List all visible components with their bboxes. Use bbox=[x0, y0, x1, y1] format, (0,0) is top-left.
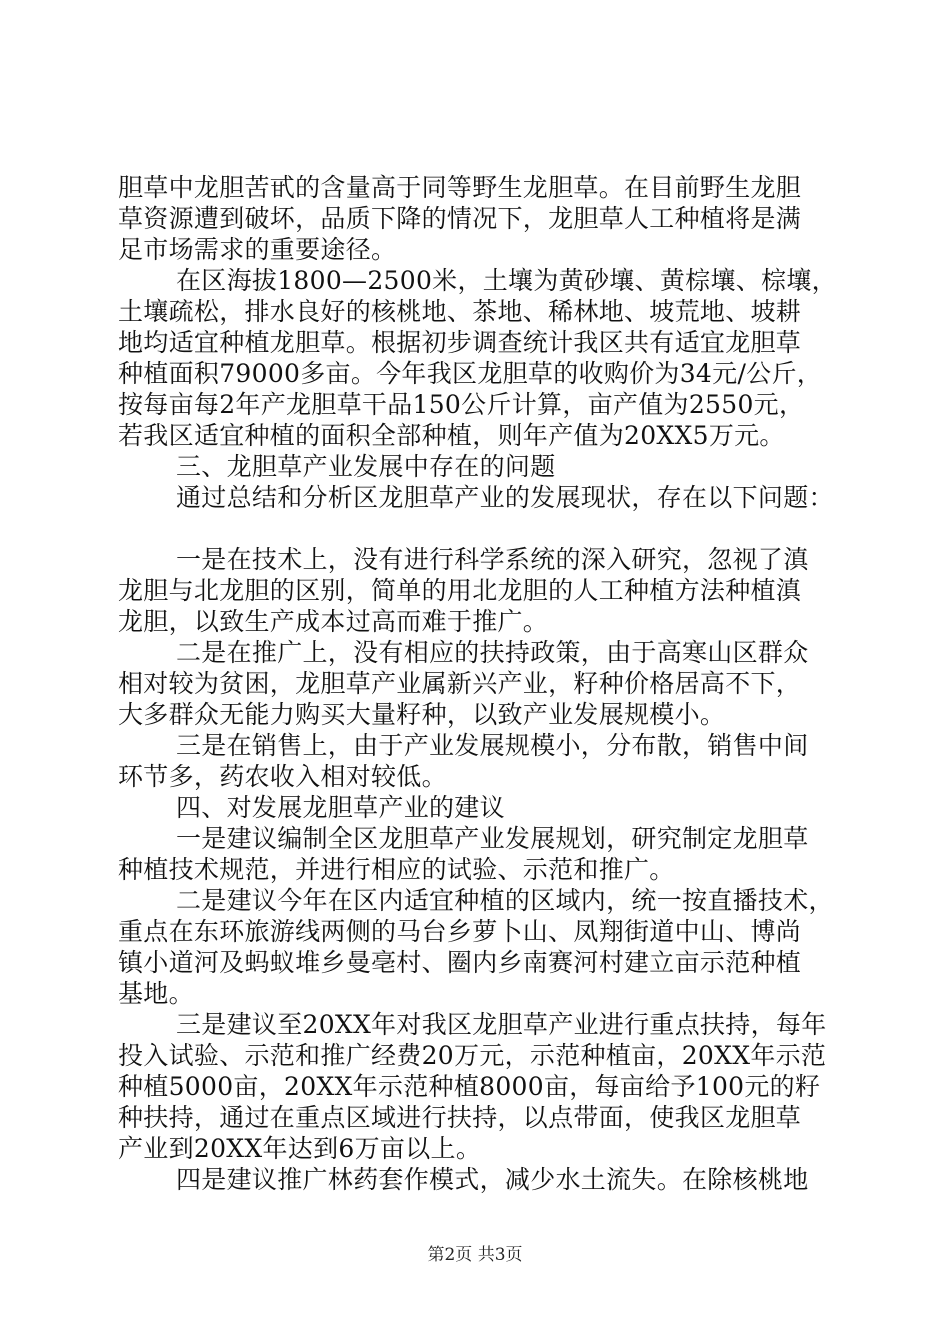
paragraph-start-line: 一是在技术上，没有进行科学系统的深入研究，忽视了滇 bbox=[176, 545, 809, 574]
text-line: 足市场需求的重要途径。 bbox=[118, 235, 397, 264]
paragraph-start-line: 一是建议编制全区龙胆草产业发展规划，研究制定龙胆草 bbox=[176, 824, 809, 853]
document-body bbox=[118, 172, 838, 1195]
text-line: 相对较为贫困，龙胆草产业属新兴产业，籽种价格居高不下， bbox=[118, 669, 802, 698]
paragraph-start-line: 通过总结和分析区龙胆草产业的发展现状，存在以下问题： bbox=[176, 483, 834, 512]
text-line: 环节多，药农收入相对较低。 bbox=[118, 762, 447, 791]
section-heading: 四、对发展龙胆草产业的建议 bbox=[176, 793, 505, 822]
text-line: 按每亩每2年产龙胆草干品150公斤计算，亩产值为2550元， bbox=[118, 390, 805, 419]
paragraph-start-line: 三是建议至20XX年对我区龙胆草产业进行重点扶持，每年 bbox=[176, 1010, 827, 1039]
text-line: 镇小道河及蚂蚁堆乡曼亳村、圈内乡南赛河村建立亩示范种植 bbox=[118, 948, 802, 977]
text-line: 土壤疏松，排水良好的核桃地、茶地、稀林地、坡荒地、坡耕 bbox=[118, 297, 802, 326]
paragraph-start-line: 三是在销售上，由于产业发展规模小，分布散，销售中间 bbox=[176, 731, 809, 760]
text-line: 草资源遭到破坏，品质下降的情况下，龙胆草人工种植将是满 bbox=[118, 204, 802, 233]
text-line: 若我区适宜种植的面积全部种植，则年产值为20XX5万元。 bbox=[118, 421, 785, 450]
text-line: 重点在东环旅游线两侧的马台乡萝卜山、凤翔街道中山、博尚 bbox=[118, 917, 802, 946]
paragraph-start-line: 二是在推广上，没有相应的扶持政策，由于高寒山区群众 bbox=[176, 638, 809, 667]
text-line: 基地。 bbox=[118, 979, 194, 1008]
text-line: 投入试验、示范和推广经费20万元，示范种植亩，20XX年示范 bbox=[118, 1041, 827, 1070]
text-line: 产业到20XX年达到6万亩以上。 bbox=[118, 1134, 482, 1163]
text-line: 龙胆与北龙胆的区别，简单的用北龙胆的人工种植方法种植滇 bbox=[118, 576, 802, 605]
text-line: 种扶持，通过在重点区域进行扶持，以点带面，使我区龙胆草 bbox=[118, 1103, 802, 1132]
text-line: 龙胆，以致生产成本过高而难于推广。 bbox=[118, 607, 549, 636]
paragraph-start-line: 在区海拔1800—2500米，土壤为黄砂壤、黄棕壤、棕壤， bbox=[176, 266, 837, 295]
paragraph-start-line: 二是建议今年在区内适宜种植的区域内，统一按直播技术， bbox=[176, 886, 834, 915]
page-number-label: 第2页 共3页 bbox=[427, 1245, 523, 1265]
text-line: 种植面积79000多亩。今年我区龙胆草的收购价为34元/公斤， bbox=[118, 359, 823, 388]
section-heading: 三、龙胆草产业发展中存在的问题 bbox=[176, 452, 556, 481]
text-line: 种植5000亩，20XX年示范种植8000亩，每亩给予100元的籽 bbox=[118, 1072, 821, 1101]
text-line: 种植技术规范，并进行相应的试验、示范和推广。 bbox=[118, 855, 675, 884]
text-line: 地均适宜种植龙胆草。根据初步调查统计我区共有适宜龙胆草 bbox=[118, 328, 802, 357]
paragraph-start-line: 四是建议推广林药套作模式，减少水土流失。在除核桃地 bbox=[176, 1165, 809, 1194]
text-line: 胆草中龙胆苦甙的含量高于同等野生龙胆草。在目前野生龙胆 bbox=[118, 173, 802, 202]
blank-line bbox=[118, 513, 838, 544]
page-footer bbox=[0, 1244, 950, 1266]
text-line: 大多群众无能力购买大量籽种，以致产业发展规模小。 bbox=[118, 700, 726, 729]
